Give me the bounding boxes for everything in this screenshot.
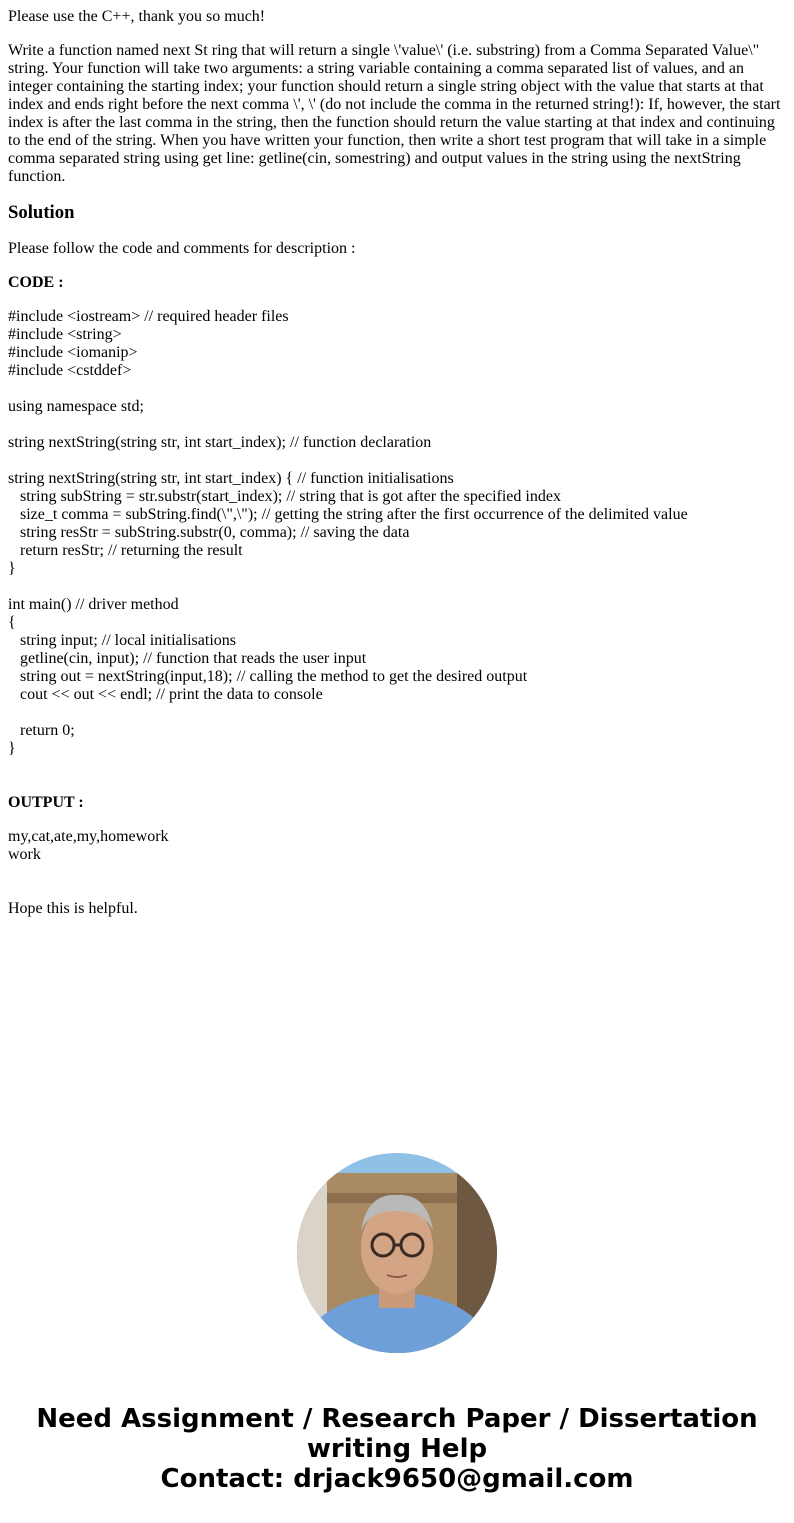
code-line [8, 416, 786, 434]
code-line: string nextString(string str, int start_index) { // function initialisations [8, 470, 454, 487]
output-block [8, 828, 786, 864]
code-line [8, 704, 786, 722]
code-line: size_t comma = subString.find(\",\"); // getting the string after the first occurrence of the delimited value [8, 506, 688, 523]
solution-intro: Please follow the code and comments for description : [8, 240, 356, 257]
banner-line-1: Need Assignment / Research Paper / Dissertation [36, 1404, 758, 1434]
code-line: string resStr = subString.substr(0, comma); // saving the data [8, 524, 410, 541]
code-label: CODE : [8, 274, 64, 291]
output-line: work [8, 846, 41, 863]
code-line: string input; // local initialisations [8, 632, 236, 649]
banner-line-3: Contact: drjack9650@gmail.com [160, 1464, 634, 1494]
code-line: return resStr; // returning the result [8, 542, 243, 559]
code-line [8, 380, 786, 398]
code-line: } [8, 560, 16, 577]
code-line: #include <iostream> // required header files [8, 308, 289, 325]
output-line: my,cat,ate,my,homework [8, 828, 169, 845]
code-line: string nextString(string str, int start_index); // function declaration [8, 434, 432, 451]
code-line: #include <string> [8, 326, 122, 343]
code-line [8, 578, 786, 596]
question-body: Write a function named next St ring that will return a single \'value\' (i.e. substring) from a Comma Separated Value\" string. Your function will take two arguments: a string variable containing a comma separated list of values, and an integer containing the starting index; your function should return a single string object with the value that starts at that index and ends right before the next comma \', \' (do not include the comma in the returned string!): If, however, the start index is after the last comma in the string, then the function should return the value starting at that index and continuing to the end of the string. When you have written your function, then write a short test program that will take in a simple comma separated string using get line: getline(cin, somestring) and output values in the string using the nextString function. [8, 42, 781, 185]
code-line [8, 452, 786, 470]
code-line: #include <cstddef> [8, 362, 132, 379]
author-photo-illustration [297, 1153, 497, 1353]
closing-text: Hope this is helpful. [8, 900, 138, 917]
author-photo [297, 1153, 497, 1353]
code-line: using namespace std; [8, 398, 144, 415]
code-line: cout << out << endl; // print the data to console [8, 686, 323, 703]
code-line: { [8, 614, 16, 631]
code-line: getline(cin, input); // function that reads the user input [8, 650, 367, 667]
code-line: string out = nextString(input,18); // calling the method to get the desired output [8, 668, 528, 685]
code-line: } [8, 740, 16, 757]
banner-line-2: writing Help [306, 1434, 488, 1464]
code-line: #include <iomanip> [8, 344, 138, 361]
question-intro: Please use the C++, thank you so much! [8, 8, 266, 25]
code-block [8, 308, 786, 758]
solution-heading: Solution [8, 202, 75, 223]
code-line: return 0; [8, 722, 75, 739]
code-line: string subString = str.substr(start_index); // string that is got after the specified index [8, 488, 561, 505]
code-line: int main() // driver method [8, 596, 179, 613]
contact-banner [0, 1404, 794, 1494]
output-label: OUTPUT : [8, 794, 84, 811]
